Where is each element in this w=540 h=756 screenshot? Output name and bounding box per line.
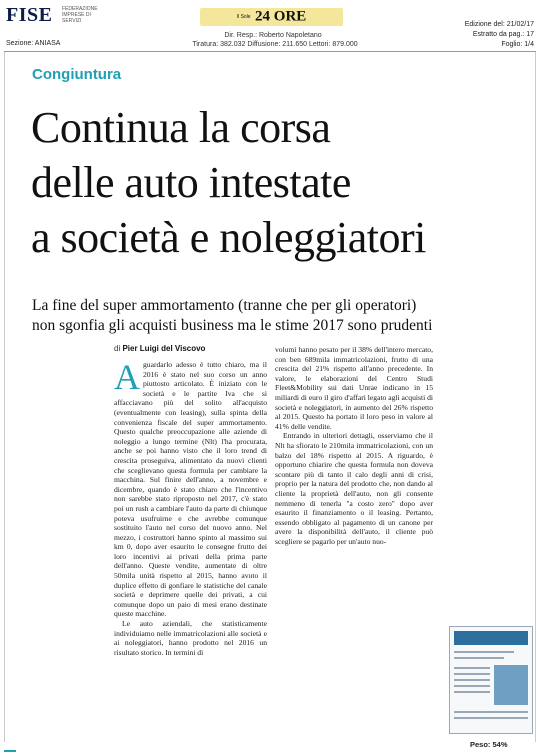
article-headline (31, 100, 511, 265)
thumbnail-line (454, 679, 490, 681)
thumbnail-line (454, 691, 490, 693)
deck-line: non sgonfia gli acquisti business ma le stime 2017 sono prudenti (32, 317, 433, 334)
thumbnail-header-bar (454, 631, 528, 645)
byline-prefix: di (114, 344, 123, 353)
paragraph: Le auto aziendali, che statisticamente individuiamo nelle immatricolazioni alle società e ai noleggiatori, hanno prodotto nel 2016 un risultato storico. In termini di (114, 619, 267, 657)
page-extract: Estratto da pag.: 17 (472, 31, 534, 38)
publisher-logo: FISE (6, 4, 53, 26)
thumbnail-line (454, 711, 528, 713)
headline-line: a società e noleggiatori (31, 213, 426, 262)
section-label: Sezione: ANIASA (6, 40, 61, 47)
page-thumbnail (449, 626, 533, 734)
headline-line: Continua la corsa (31, 103, 331, 152)
thumbnail-line (454, 673, 490, 675)
headline-line: delle auto intestate (31, 158, 351, 207)
thumbnail-line (454, 651, 514, 653)
article-column-1 (114, 360, 267, 700)
page-weight: Peso: 54% (470, 740, 508, 749)
thumbnail-image (494, 665, 528, 705)
paragraph: guardarlo adesso è tutto chiaro, ma il 2016 è stato nel suo corso un anno piuttosto articolato. È iniziato con le società e le partite Iva che si affacciavano più del solito all'acquisto (eventualmente con leasing), sulla spinta della convenienza fiscale del super ammortamento. Questo qualche preoccupazione alle aziende di noleggio a lungo termine (Nlt) l'ha procurata, anche se poi hanno visto che il loro trend di crescita proseguiva, alimentato da nuovi clienti che sceglievano questa formula per cambiare la macchina. Sul finire dell'anno, a novembre e dicembre, quando è stato chiaro che l'incentivo non sarebbe stato riproposto nel 2017, c'è stato poi un rush a cambiare l'auto da parte di chiunque poteva usufruirne e che avrebbe comunque sostituito l'auto nel corso del nuovo anno. Nel mezzo, i costruttori hanno spinto al massimo sui km 0, dopo aver esaurito le consegne frutto dei loro incentivi ai privati della prima parte dell'anno. Queste vendite, aumentate di oltre 50mila unità rispetto al 2015, hanno avuto il duplice effetto di gonfiare le statistiche del canale società e deprimere quelle dei privati, a cui comunque dopo un paio di mesi erano destinate queste macchine. (114, 360, 267, 619)
article-column-2 (275, 345, 433, 581)
thumbnail-line (454, 717, 528, 719)
newspaper-logo (200, 8, 343, 26)
thumbnail-line (454, 657, 504, 659)
newspaper-logo-prefix: Il Sole (236, 13, 251, 20)
footer-mark (4, 750, 16, 752)
edition-meta (434, 20, 534, 50)
circulation-info: Tiratura: 382.032 Diffusione: 211.650 Lettori: 879.000 (192, 41, 358, 48)
article-byline (114, 344, 205, 353)
sheet-number: Foglio: 1/4 (501, 41, 534, 48)
publisher-subtitle: FEDERAZIONE IMPRESE DI SERVIZI (62, 6, 98, 24)
paragraph: Entrando in ulteriori dettagli, osserviamo che il Nlt ha sfiorato le 210mila immatricolazioni, con un balzo del 18% rispetto al 2015. A riguardo, è opportuno chiarire che questa formula non doveva scontare più di tanto il calo degli anni di crisi, proprio per la natura del prodotto che, non dando al cliente la proprietà dell'auto, non gli consente nemmeno di tenerla "a costo zero" dopo aver esaurito il finanziamento o il leasing. Pertanto, essendo obbligato al pagamento di un canone per avere la disponibilità dell'auto, il cliente può scegliere se pagarlo per un'auto nuo- (275, 431, 433, 546)
thumbnail-line (454, 685, 490, 687)
byline-author: Pier Luigi del Viscovo (122, 344, 206, 353)
drop-cap: A (114, 360, 140, 397)
deck-line: La fine del super ammortamento (tranne che per gli operatori) (32, 297, 417, 314)
paragraph: volumi hanno pesato per il 38% dell'intero mercato, con ben 689mila immatricolazioni, frutto di una crescita del 21% rispetto all'anno precedente. In valore, le elaborazioni del Centro Studi Fleet&Mobility sui dati Unrae indicano in 15 miliardi di euro il giro d'affari legato agli acquisti di società e noleggiatori, in aumento del 26% rispetto al 2015. Questo ha portato il loro peso in valore al 41% delle vendite. (275, 345, 433, 431)
article-kicker: Congiuntura (32, 66, 122, 83)
newspaper-logo-name: 24 ORE (255, 8, 307, 25)
thumbnail-line (454, 667, 490, 669)
editor-in-chief: Dir. Resp.: Roberto Napoletano (224, 32, 322, 39)
clipping-header (0, 0, 540, 52)
article-deck (32, 296, 508, 336)
edition-date: Edizione del: 21/02/17 (464, 21, 534, 28)
